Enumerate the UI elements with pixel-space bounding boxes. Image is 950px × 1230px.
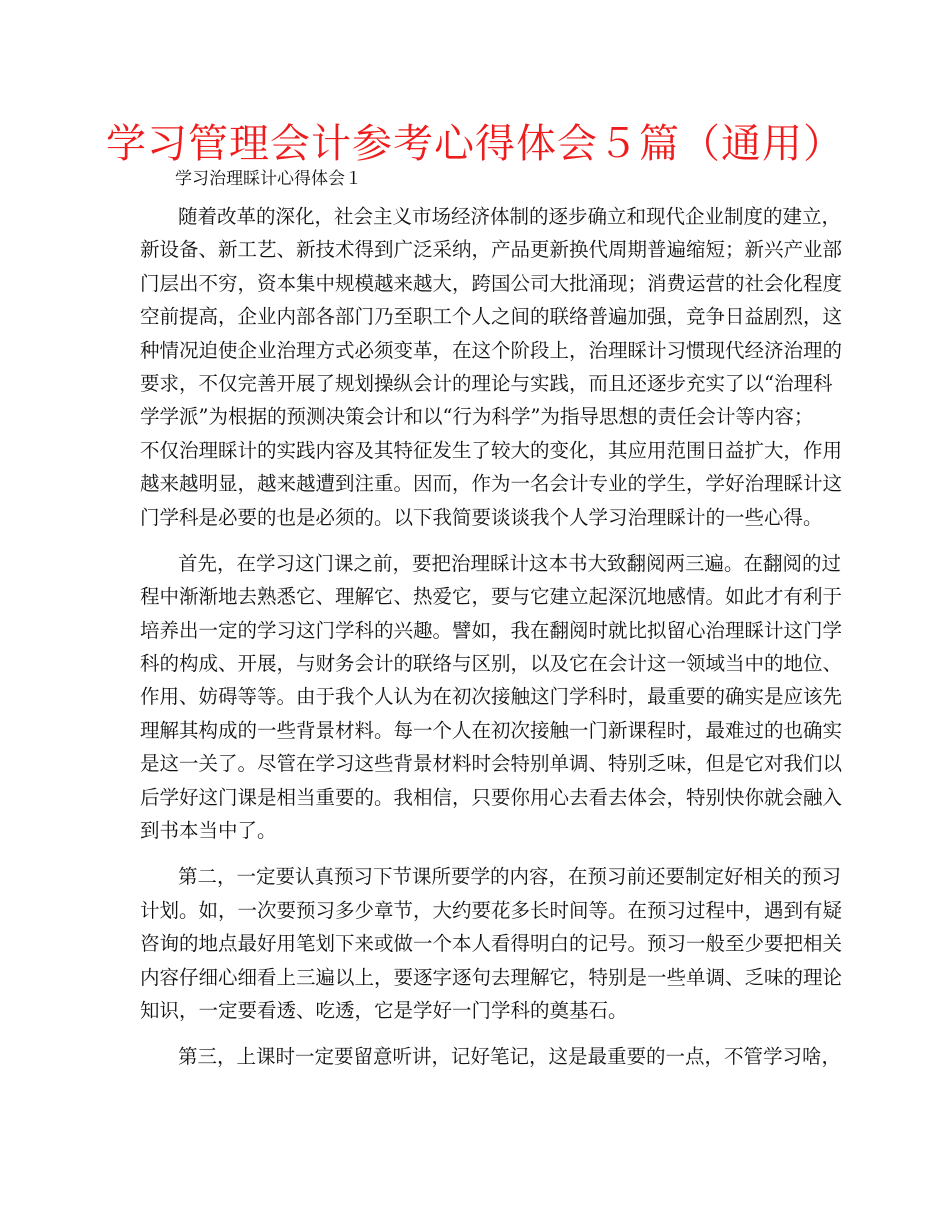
text-line: 作用、妨碍等等。由于我个人认为在初次接触这门学科时，最重要的确实是应该先 bbox=[140, 685, 843, 709]
text-line: 科的构成、开展，与财务会计的联络与区别，以及它在会计这一领域当中的地位、 bbox=[140, 652, 843, 676]
paragraph-2 bbox=[140, 547, 843, 848]
text-line: 知识，一定要看透、吃透，它是学好一门学科的奠基石。 bbox=[140, 998, 628, 1022]
paragraph-3 bbox=[140, 860, 843, 1027]
document-title: 学习管理会计参考心得体会５篇（通用） bbox=[106, 121, 844, 167]
paragraph-4 bbox=[140, 1040, 842, 1073]
text-line: 咨询的地点最好用笔划下来或做一个本人看得明白的记号。预习一般至少要把相关 bbox=[140, 932, 843, 956]
text-line: 首先，在学习这门课之前，要把治理睬计这本书大致翻阅两三遍。在翻阅的过 bbox=[178, 551, 842, 575]
text-line: 第二，一定要认真预习下节课所要学的内容，在预习前还要制定好相关的预习 bbox=[178, 865, 842, 889]
text-line: 程中渐渐地去熟悉它、理解它、热爱它，要与它建立起深沉地感情。如此才有利于 bbox=[140, 585, 843, 609]
text-line: 种情况迫使企业治理方式必须变革，在这个阶段上，治理睬计习惯现代经济治理的 bbox=[140, 338, 843, 362]
text-line: 到书本当中了。 bbox=[140, 819, 277, 843]
text-line: 计划。如，一次要预习多少章节，大约要花多长时间等。在预习过程中，遇到有疑 bbox=[140, 898, 843, 922]
text-line: 越来越明显，越来越遭到注重。因而，作为一名会计专业的学生，学好治理睬计这 bbox=[140, 472, 843, 496]
text-line: 学学派”为根据的预测决策会计和以“行为科学”为指导思想的责任会计等内容； bbox=[140, 405, 814, 429]
text-line: 门学科是必要的也是必须的。以下我简要谈谈我个人学习治理睬计的一些心得。 bbox=[140, 505, 823, 529]
text-line: 内容仔细心细看上三遍以上，要逐字逐句去理解它，特别是一些单调、乏味的理论 bbox=[140, 965, 843, 989]
text-line: 不仅治理睬计的实践内容及其特征发生了较大的变化，其应用范围日益扩大，作用 bbox=[140, 438, 843, 462]
text-line: 是这一关了。尽管在学习这些背景材料时会特别单调、特别乏味，但是它对我们以 bbox=[140, 752, 843, 776]
text-line: 门层出不穷，资本集中规模越来越大，跨国公司大批涌现；消费运营的社会化程度 bbox=[140, 271, 843, 295]
document-body bbox=[140, 200, 843, 1074]
text-line: 后学好这门课是相当重要的。我相信，只要你用心去看去体会，特别快你就会融入 bbox=[140, 785, 843, 809]
text-line: 要求，不仅完善开展了规划操纵会计的理论与实践，而且还逐步充实了以“治理科 bbox=[140, 371, 833, 395]
text-line: 第三，上课时一定要留意听讲，记好笔记，这是最重要的一点，不管学习啥， bbox=[178, 1045, 842, 1069]
paragraph-1 bbox=[140, 200, 843, 534]
document-subtitle: 学习治理睬计心得体会１ bbox=[175, 169, 362, 189]
text-line: 培养出一定的学习这门学科的兴趣。譬如，我在翻阅时就比拟留心治理睬计这门学 bbox=[140, 618, 843, 642]
text-line: 空前提高，企业内部各部门乃至职工个人之间的联络普遍加强，竞争日益剧烈，这 bbox=[140, 305, 843, 329]
text-line: 新设备、新工艺、新技术得到广泛采纳，产品更新换代周期普遍缩短；新兴产业部 bbox=[140, 238, 843, 262]
text-line: 理解其构成的一些背景材料。每一个人在初次接触一门新课程时，最难过的也确实 bbox=[140, 718, 843, 742]
text-line: 随着改革的深化，社会主义市场经济体制的逐步确立和现代企业制度的建立， bbox=[178, 205, 842, 228]
